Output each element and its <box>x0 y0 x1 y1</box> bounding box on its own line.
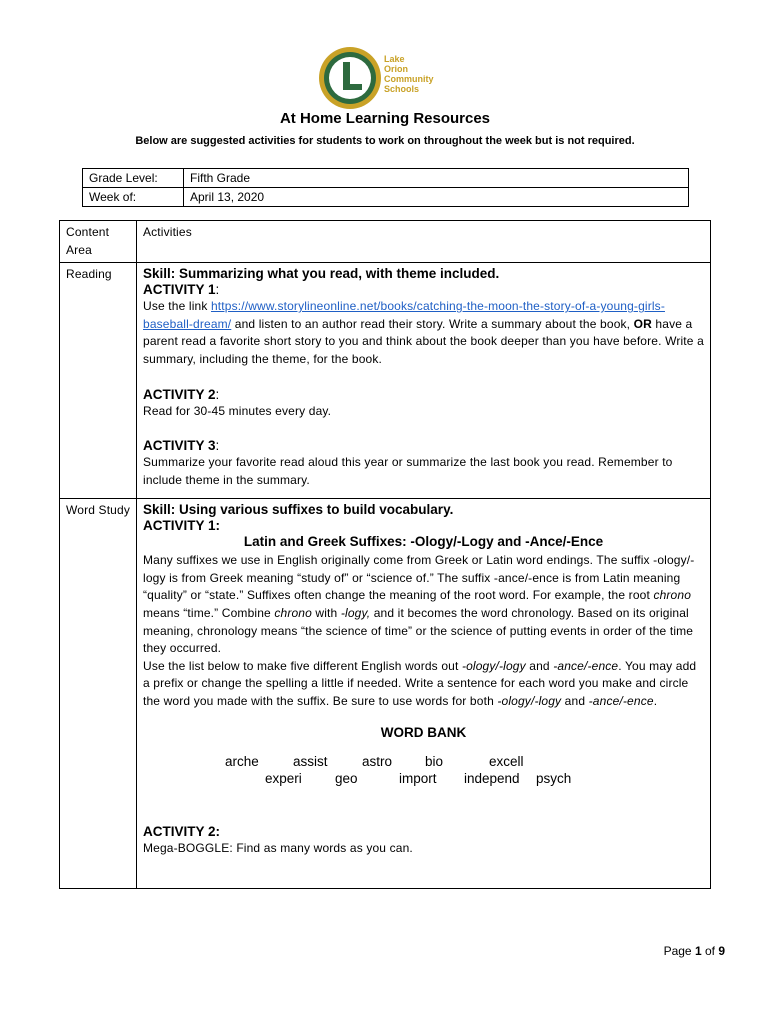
word-study-area-cell <box>60 499 137 889</box>
logo-text-1: Lake <box>384 54 405 64</box>
logo-text-2: Orion <box>384 64 408 74</box>
grade-label: Grade Level: <box>83 169 184 188</box>
word-bank-row-1 <box>143 754 704 771</box>
word-bank-word: psych <box>536 770 572 786</box>
reading-activity2-label: ACTIVITY 2: <box>143 386 220 402</box>
word-study-activity2-label: ACTIVITY 2: <box>143 823 221 839</box>
logo-text-3: Community <box>384 74 434 84</box>
word-study-area-label: Word Study <box>66 503 130 518</box>
word-study-activity2-text: Mega-BOGGLE: Find as many words as you can. <box>143 840 413 855</box>
week-label: Week of: <box>83 188 184 207</box>
word-bank-word: bio <box>425 753 444 769</box>
word-bank-word: independ <box>464 770 520 786</box>
word-study-skill: Skill: Using various suffixes to build vocabulary. <box>143 502 454 518</box>
suffix-paragraph-2: Use the list below to make five different English words out -ology/-logy and -ance/-ence. You may add a prefix or change the spelling a little if needed. Write a sentence for each word you make and circle the word you made with the suffix. Be sure to use words for both -ology/-logy and -ance/-ence. <box>143 658 697 708</box>
logo-text-4: Schools <box>384 84 420 94</box>
word-bank-word: import <box>399 770 437 786</box>
header-content-area: Content Area <box>60 221 137 263</box>
word-study-activities-cell <box>137 499 711 889</box>
reading-activity1-label: ACTIVITY 1: <box>143 282 220 298</box>
reading-area-label: Reading <box>66 267 112 282</box>
page-title: At Home Learning Resources <box>279 110 491 127</box>
suffix-paragraph-1: Many suffixes we use in English originally come from Greek or Latin word endings. The suffix -ology/-logy is from Greek meaning “study of” or “science of.” The suffix -ance/-ence is from Latin meaning “quality” or “state.” Suffixes often change the meaning of the root word. For example, the root chrono means “time.” Combine chrono with -logy, and it becomes the word chronology. Based on its original meaning, chronology means “the science of time” or the science of putting events in order of the time they occurred. <box>143 553 695 656</box>
header-activities: Activities <box>137 221 711 263</box>
reading-activity3-label: ACTIVITY 3: <box>143 438 220 454</box>
grade-value: Fifth Grade <box>184 169 689 188</box>
info-table <box>82 168 689 207</box>
reading-activity3-text: Summarize your favorite read aloud this year or summarize the last book you read. Remember to include theme in the summary. <box>143 455 673 487</box>
week-value: April 13, 2020 <box>184 188 689 207</box>
word-bank-word: astro <box>362 753 393 769</box>
reading-activity2-text: Read for 30-45 minutes every day. <box>143 403 332 418</box>
reading-area-cell <box>60 263 137 499</box>
word-bank-title: WORD BANK <box>380 724 467 740</box>
word-bank-word: arche <box>225 753 259 769</box>
school-logo <box>316 44 436 114</box>
storyline-link[interactable]: https://www.storylineonline.net/books/catching-the-moon-the-story-of-a-young-girls-baseball-dream/ <box>143 299 665 331</box>
suffix-heading: Latin and Greek Suffixes: -Ology/-Logy and -Ance/-Ence <box>243 534 604 550</box>
page-subtitle: Below are suggested activities for students to work on throughout the week but is not required. <box>135 135 635 147</box>
reading-skill: Skill: Summarizing what you read, with theme included. <box>143 266 500 282</box>
word-bank-word: excell <box>489 753 524 769</box>
word-study-activity1-label: ACTIVITY 1: <box>143 518 221 534</box>
activities-table <box>59 220 711 889</box>
page-number: Page 1 of 9 <box>663 944 725 958</box>
word-bank-word: assist <box>293 753 328 769</box>
word-bank-row-2 <box>143 771 704 788</box>
word-bank-word: experi <box>265 770 302 786</box>
reading-activity1-text: Use the link https://www.storylineonline.net/books/catching-the-moon-the-story-of-a-young-girls-baseball-dream/ and listen to an author read their story. Write a summary about the book, OR have a parent read a favorite short story to you and think about the book deeper than you have before. Write a summary, including the theme, for the book. <box>143 299 704 366</box>
reading-activities-cell <box>137 263 711 499</box>
word-bank-word: geo <box>335 770 358 786</box>
